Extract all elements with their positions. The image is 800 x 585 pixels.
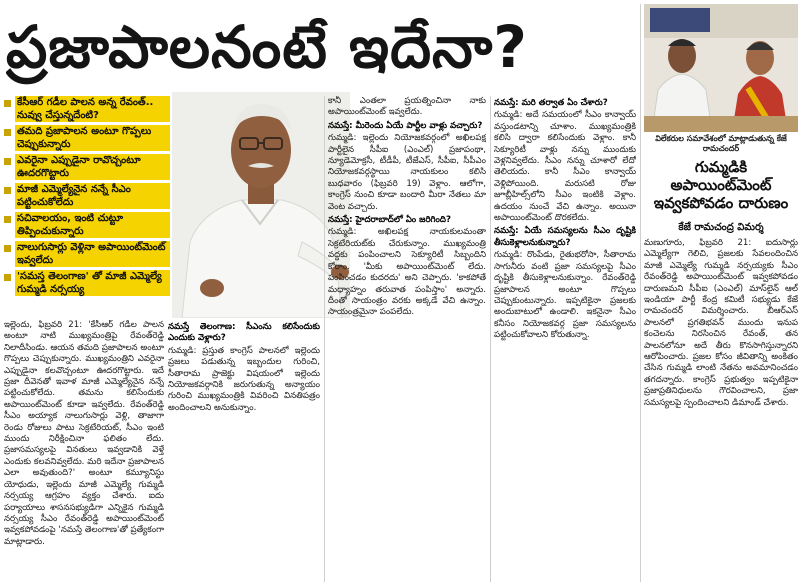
- column-divider: [490, 96, 491, 582]
- article-paragraph: గుమ్మడి: ప్రస్తుత కాంగ్రెస్ పాలనలో ఇల్లెందు ప్రజలు పడుతున్న ఇబ్బందుల గురించి, సీతారామ ప్రాజెక్టు విషయంలో ఇల్లెందు నియోజకవర్గానికి జరుగుతున్న అన్యాయం గురించి ముఖ్యమంత్రికి వివరించి వినతిపత్రం అందించాలని అనుకున్నాం.: [168, 345, 320, 413]
- article-paragraph: ఇల్లెందు, ఫిబ్రవరి 21: 'కేసీఆర్ గడీల పాలన అంటూ నాటి ముఖ్యమంత్రిపై రేవంత్‌రెడ్డి నిలాదీసిండు. ఆయన తమది ప్రజాపాలన అంటూ గొప్పలు చెప్పుకున్నారు. ముఖ్యమంత్రిని ఎవరైనా ఎప్పుడైనా కలవొచ్చంటూ ఊదరగొట్టారు. ఇదే ప్రజా దీవెనతో ఇవాళ మాజీ ఎమ్మెల్యేనైన నన్నే పట్టించుకోలేదు. తమను కలిసేందుకు అపాయింట్‌మెంట్ కూడా ఇవ్వలేదు. రేవంత్‌రెడ్డి సీఎం అయ్యాక నాలుగుసార్లు వెళ్లి, తాజాగా రెండు రోజులు పాటు సెక్రటేరియట్, సీఎం ఇంటి ముందు నిరీక్షించినా ఫలితం లేదు. ప్రజాసమస్యలపై వినతులు ఇవ్వడానికి వెళ్తే ఎందుకు కలవనివ్వలేదు. మరి ఇదేనా ప్రజాపాలన ఎలా అవుతుంది?' అంటూ కమ్యూనిస్టు యోధుడు, ఇల్లెందు మాజీ ఎమ్మెల్యే గుమ్మడి నర్సయ్య ఆగ్రహం వ్యక్తం చేశారు. ఐదు పర్యాయాలు శాసనసభ్యుడిగా ఎన్నికైన గుమ్మడి నర్సయ్య సీఎం రేవంత్‌రెడ్డి అపాయింట్‌మెంట్ ఇవ్వకపోవడంపై 'నమస్తే తెలంగాణ'తో ప్రత్యేకంగా మాట్లాడారు.: [4, 320, 164, 547]
- bullet-square-icon: [4, 187, 11, 194]
- article-paragraph: గుమ్మడి: ఇల్లెందు నియోజకవర్గంలో అఖిలపక్ష పార్టీలైన సీపీఐ (ఎంఎల్) ప్రజాపంథా, న్యూడెమోక్రసీ, టీడీపీ, టీజేఎస్, సీపీఐ, సీపీఎం నియోజకవర్గస్థాయి నాయకులం కలిసి బుధవారం (ఫిబ్రవరి 19) వెళ్లాం. ఆలోగా, కాంగ్రెస్ నుంచి కూడా బందారి మీరా నేతలు మా వెంట వచ్చారు.: [328, 133, 486, 212]
- highlight-item: సచివాలయం, ఇంటి చుట్టూ తిప్పించుకున్నారు: [4, 212, 170, 238]
- highlight-item: కేసీఆర్ గడీల పాలన అన్న రేవంత్.. నువ్వు చేస్తున్నదేంటి?: [4, 96, 170, 122]
- highlight-item: తమది ప్రజాపాలన అంటూ గొప్పలు చెప్పుకున్నారు: [4, 125, 170, 151]
- highlight-item: 'సమస్త తెలంగాణ' తో మాజీ ఎమ్మెల్యే గుమ్మడి నర్సయ్య: [4, 270, 170, 296]
- column-divider: [324, 96, 325, 582]
- question-heading: నమస్తే: మీరెందు ఏయే పార్టీల వాళ్లు వచ్చారు?: [328, 120, 483, 131]
- question-heading: నమస్తే: ఏయే సమస్యలను సీఎం దృష్టికి తీసుకెళ్లాలనుకున్నారు?: [494, 226, 636, 248]
- press-meet-photo: [644, 4, 798, 132]
- article-paragraph: గుమ్మడి: రొంపేడు, రైతుభరోసా, సీతారామ సాగునీరు వంటి ప్రజా సమస్యలపై సీఎం దృష్టికి తీసుకెళ్లాలనుకున్నాం. రేవంత్‌రెడ్డి ప్రజాపాలన అంటూ గొప్పలు చెప్పుకుంటున్నారు. ఇప్పటికైనా ప్రజలకు అందుబాటులో ఉండాలి. ఇకనైనా సీఎం కనీసం నియోజకవర్గ ప్రజా సమస్యలను పట్టించుకోవాలని కోరుతున్నా.: [494, 250, 636, 341]
- article-paragraph: గుమ్మడి: అదే సమయంలో సీఎం కాన్వాయ్ వస్తుండటాన్ని చూశాం. ముఖ్యమంత్రికి కలిసి ద్వారా కలిసేందుకు వెళ్లాం. కానీ సెక్యూరిటీ వాళ్లు నన్ను ముందుకు వెళ్లనివ్వలేదు. సీఎం నన్ను చూశారో లేదో తెలియదు. కానీ సీఎం కాన్వాయ్ వెళ్లిపోయింది. మరుసటి రోజు జూబ్లీహిల్స్‌లోని సీఎం ఇంటికి వెళ్లాం. ఉదయం నుంచే వేచి ఉన్నాం. అయినా అపాయింట్‌మెంట్ దొరకలేదు.: [494, 110, 636, 224]
- highlight-item: నాలుగుసార్లు వెళ్లినా అపాయింట్‌మెంట్ ఇవ్వలేదు: [4, 241, 170, 267]
- bullet-square-icon: [4, 158, 11, 165]
- bullet-square-icon: [4, 216, 11, 223]
- article-column-4: [494, 96, 636, 582]
- sub-story-headline: గుమ్మడికి అపాయింట్‌మెంట్ ఇవ్వకపోవడం దారుణం: [653, 158, 789, 212]
- article-column-1: [4, 320, 164, 582]
- highlight-item: ఎవరైనా ఎప్పుడైనా రావొచ్చంటూ ఊదరగొట్టారు: [4, 154, 170, 180]
- bullet-square-icon: [4, 274, 11, 281]
- article-paragraph: గుమ్మడి: అఖిలపక్ష నాయకులమంతా సెక్రటేరియట్‌కు చేరుకున్నాం. ముఖ్యమంత్రి వద్దకు పంపించాలని సెక్యూరిటీ సిబ్బందిని కోరాం. 'మీకు అపాయింట్‌మెంట్ లేదు. పంపించడం కుదరదు' అని చెప్పారు. 'కాకపోతే మధ్యాహ్నం తరువాత పంపిస్తాం' అన్నారు. దీంతో సాయంత్రం వరకు అక్కడే వేచి ఉన్నాం. సాయంత్రమైనా పంపలేదు.: [328, 227, 486, 318]
- bullet-square-icon: [4, 129, 11, 136]
- headline: ప్రజాపాలనంటే ఇదేనా?: [6, 13, 528, 81]
- photo-caption: విలేకరుల సమావేశంలో మాట్లాడుతున్న కేజే రామచందర్: [655, 134, 787, 153]
- article-column-2: [168, 320, 320, 582]
- question-heading: నమస్తే తెలంగాణ: సీఎంను కలిసేందుకు ఎందుకు వెళ్లారు?: [168, 322, 320, 344]
- column-divider: [640, 4, 641, 582]
- highlight-item: మాజీ ఎమ్మెల్యేనైన నన్నే సీఎం పట్టించుకోలేదు: [4, 183, 170, 209]
- press-meet-illustration: [644, 4, 798, 132]
- bullet-square-icon: [4, 100, 11, 107]
- sub-story-column: [644, 238, 798, 582]
- question-heading: నమస్తే: హైదరాబాద్‌లో ఏం జరిగింది?: [328, 215, 451, 226]
- question-heading: నమస్తే: మరి తర్వాత ఏం చేశారు?: [494, 98, 608, 108]
- article-paragraph: మణుగూరు, ఫిబ్రవరి 21: ఐదుసార్లు ఎమ్మెల్యేగా గెలిచి, ప్రజలకు సేవలందించిన మాజీ ఎమ్మెల్యే గుమ్మడి నర్సయ్యకు సీఎం రేవంత్‌రెడ్డి అపాయింట్‌మెంట్ ఇవ్వకపోవడం దారుణమని సీపీఐ (ఎంఎల్) మాస్‌లైన్ ఆల్ ఇండియా పార్టీ కేంద్ర కమిటీ సభ్యుడు కేజే రామచందర్ విమర్శించారు. బీఆర్ఎస్ పాలనలో ప్రగతిభవన్ ముందు ఇనుప కంచెలను నిరసించిన రేవంత్, తన పాలనలోనూ అదే తీరు కొనసాగిస్తున్నారని ఆరోపించారు. ప్రజల కోసం జీవితాన్ని అంకితం చేసిన గుమ్మడి లాంటి నేతను అవమానించడం తగదన్నారు. కాంగ్రెస్ ప్రభుత్వం ఇప్పటికైనా ప్రజాప్రతినిధులను గౌరవించాలని, ప్రజా సమస్యలపై స్పందించాలని డిమాండ్ చేశారు.: [644, 238, 798, 408]
- highlights-list: [4, 96, 170, 318]
- article-column-3: [328, 96, 486, 582]
- article-paragraph: కానీ ఎంతలా ప్రయత్నించినా నాకు అపాయింట్‌మెంట్ ఇవ్వలేదు.: [328, 96, 486, 118]
- sub-story-byline: కేజే రామచంద్ర విమర్శ: [678, 222, 764, 233]
- bullet-square-icon: [4, 245, 11, 252]
